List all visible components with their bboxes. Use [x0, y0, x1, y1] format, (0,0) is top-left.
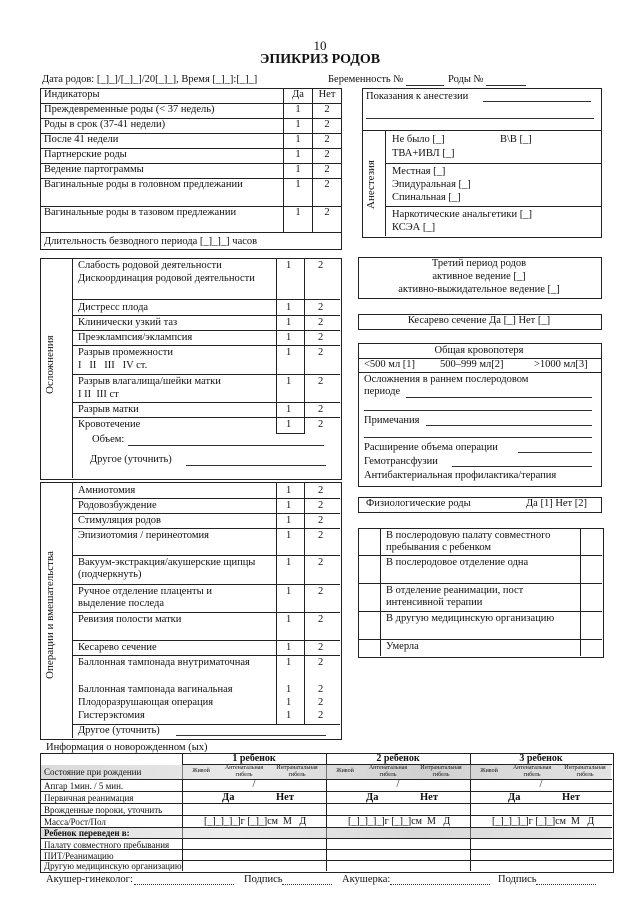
- notes-label: Примечания: [364, 415, 420, 426]
- no-code[interactable]: 2: [318, 376, 324, 387]
- newborn-title: Информация о новорожденном (ых): [46, 742, 208, 753]
- yes-code[interactable]: 1: [286, 614, 292, 625]
- yes-code[interactable]: 1: [286, 697, 292, 708]
- no-code[interactable]: 2: [313, 104, 342, 119]
- signature-label: Подпись: [498, 874, 537, 885]
- cesarean-line[interactable]: Кесарево сечение Да [_] Нет [_]: [407, 315, 551, 326]
- complication-label: Дистресс плода: [78, 302, 149, 313]
- yes-code[interactable]: 1: [284, 179, 313, 207]
- pregnancy-number[interactable]: Беременность №: [328, 74, 404, 85]
- resus-no-3[interactable]: Нет: [562, 792, 580, 803]
- no-code[interactable]: 2: [318, 697, 324, 708]
- yes-code[interactable]: 1: [286, 419, 292, 430]
- signature-line[interactable]: [282, 884, 332, 885]
- operation-label: Эпизиотомия / перинеотомия: [78, 530, 209, 541]
- operation-expansion: Расширение объема операции: [364, 442, 498, 453]
- no-code[interactable]: 2: [318, 657, 324, 668]
- yes-code[interactable]: 1: [286, 557, 292, 568]
- yes-code[interactable]: 1: [286, 317, 292, 328]
- no-code[interactable]: 2: [318, 347, 324, 358]
- newborn-row-label: ПИТ/Реанимацию: [44, 851, 114, 861]
- operation-label: Плодоразрушающая операция: [78, 697, 214, 708]
- anesthesia-indications: Показания к анестезии: [366, 91, 469, 102]
- newborn-row-label: Масса/Рост/Пол: [44, 817, 106, 827]
- loss-over-1000[interactable]: >1000 мл[3]: [534, 359, 588, 370]
- yes-header: Да: [284, 89, 313, 104]
- indicators-header: Индикаторы: [41, 89, 284, 104]
- no-code[interactable]: 2: [318, 642, 324, 653]
- no-code[interactable]: 2: [318, 332, 324, 343]
- resus-no-1[interactable]: Нет: [276, 792, 294, 803]
- loss-500-999[interactable]: 500–999 мл[2]: [440, 359, 504, 370]
- yes-code[interactable]: 1: [286, 376, 292, 387]
- indicator-label: Роды в срок (37-41 недели): [41, 119, 284, 134]
- signature-line[interactable]: [536, 884, 596, 885]
- complication-label: Преэклампсия/эклампсия: [78, 332, 193, 343]
- early-postpartum-complications: Осложнения в раннем послеродовом периоде: [364, 374, 529, 397]
- operations-side-label: Операции и вмешательства: [44, 551, 56, 679]
- intranatal-option[interactable]: Интранатальная гибель: [420, 765, 462, 778]
- no-code[interactable]: 2: [318, 260, 324, 271]
- yes-code[interactable]: 1: [286, 684, 292, 695]
- transfer-option[interactable]: В отделение реанимации, пост интенсивной терапии: [386, 585, 524, 608]
- indications-line[interactable]: [483, 101, 591, 102]
- anhydrous-duration[interactable]: Длительность безводного периода [_]_]_] часов: [41, 233, 342, 250]
- complication-label: Клинически узкий таз: [78, 317, 178, 328]
- yes-code[interactable]: 1: [284, 134, 313, 149]
- transfer-option[interactable]: Умерла: [386, 641, 419, 652]
- operation-label: Амниотомия: [78, 485, 136, 496]
- antenatal-option[interactable]: Антенатальная гибель: [224, 765, 264, 778]
- operation-label: Кесарево сечение: [78, 642, 157, 653]
- resus-yes-2[interactable]: Да: [366, 792, 379, 803]
- no-code[interactable]: 2: [318, 614, 324, 625]
- newborn-row-label: Первичная реанимация: [44, 793, 134, 803]
- birth-number[interactable]: Роды №: [448, 74, 484, 85]
- page-title: ЭПИКРИЗ РОДОВ: [259, 52, 381, 67]
- transfer-option[interactable]: В другую медицинскую организацию: [386, 613, 555, 624]
- yes-code[interactable]: 1: [286, 302, 292, 313]
- physiological-value[interactable]: Да [1] Нет [2]: [526, 498, 588, 509]
- newborn-row-label: Апгар 1мин. / 5 мин.: [44, 781, 124, 791]
- anesthesia-iv[interactable]: В\В [_]: [500, 134, 532, 145]
- no-code[interactable]: 2: [318, 419, 324, 430]
- anesthesia-spinal[interactable]: Спинальная [_]: [392, 192, 461, 203]
- no-code[interactable]: 2: [318, 684, 324, 695]
- expansion-line[interactable]: [518, 452, 592, 453]
- obstetrician-label: Акушер-гинеколог:: [46, 874, 133, 885]
- complication-label: Разрыв матки: [78, 404, 139, 415]
- signature-label: Подпись: [244, 874, 283, 885]
- page-number: 10: [313, 38, 327, 53]
- resus-yes-1[interactable]: Да: [222, 792, 235, 803]
- no-code[interactable]: 2: [318, 515, 324, 526]
- no-code[interactable]: 2: [318, 500, 324, 511]
- transfusion-line[interactable]: [452, 466, 592, 467]
- yes-code[interactable]: 1: [286, 710, 292, 721]
- indicator-label: Ведение партограммы: [41, 164, 284, 179]
- mass-height-sex-3[interactable]: [_]_]_]_]г [_]_]см М Д: [492, 816, 595, 827]
- indicators-table: [40, 88, 342, 250]
- indicator-label: Вагинальные роды в тазовом предлежании: [41, 207, 284, 233]
- anesthesia-local[interactable]: Местная [_]: [392, 166, 446, 177]
- transfer-option[interactable]: В послеродовое отделение одна: [386, 557, 529, 568]
- indicator-label: Партнерские роды: [41, 149, 284, 164]
- newborn-row-label: Другую медицинскую организацию: [44, 861, 182, 871]
- child-2-header: 2 ребенок: [376, 753, 420, 764]
- yes-code[interactable]: 1: [284, 207, 313, 233]
- operation-label: Баллонная тампонада вагинальная: [78, 684, 233, 695]
- notes-line[interactable]: [426, 425, 592, 426]
- yes-code[interactable]: 1: [284, 164, 313, 179]
- operation-label: Вакуум-экстракция/акушерские щипцы (подчеркнуть): [78, 557, 256, 580]
- no-code[interactable]: 2: [318, 302, 324, 313]
- third-period-title: Третий период родов: [431, 258, 527, 269]
- complications-other: Другое (уточнить): [90, 454, 172, 465]
- complications-side-label: Осложнения: [44, 335, 56, 395]
- no-code[interactable]: 2: [313, 134, 342, 149]
- newborn-row-label: Врожденные пороки, уточнить: [44, 805, 163, 815]
- no-code[interactable]: 2: [318, 586, 324, 597]
- apgar-1[interactable]: /: [252, 779, 256, 790]
- no-code[interactable]: 2: [313, 119, 342, 134]
- mass-height-sex-1[interactable]: [_]_]_]_]г [_]_]см М Д: [204, 816, 307, 827]
- active-management[interactable]: активное ведение [_]: [432, 271, 526, 282]
- early-complications-line[interactable]: [406, 397, 592, 398]
- no-code[interactable]: 2: [313, 149, 342, 164]
- yes-code[interactable]: 1: [286, 260, 292, 271]
- yes-code[interactable]: 1: [286, 347, 292, 358]
- volume-line[interactable]: [128, 445, 324, 446]
- yes-code[interactable]: 1: [284, 104, 313, 119]
- no-code[interactable]: 2: [318, 317, 324, 328]
- no-header: Нет: [313, 89, 342, 104]
- physiological-label: Физиологические роды: [366, 498, 471, 509]
- yes-code[interactable]: 1: [286, 642, 292, 653]
- yes-code[interactable]: 1: [286, 332, 292, 343]
- indicator-label: Преждевременные роды (< 37 недель): [41, 104, 284, 119]
- antenatal-option[interactable]: Антенатальная гибель: [512, 765, 552, 778]
- no-code[interactable]: 2: [313, 164, 342, 179]
- live-option[interactable]: Живой: [336, 768, 354, 774]
- anesthesia-epidural[interactable]: Эпидуральная [_]: [392, 179, 471, 190]
- blood-loss-title: Общая кровопотеря: [434, 345, 524, 356]
- indicator-label: Вагинальные роды в головном предлежании: [41, 179, 284, 207]
- child-1-header: 1 ребенок: [232, 753, 276, 764]
- antenatal-option[interactable]: Антенатальная гибель: [368, 765, 408, 778]
- hemotransfusion: Гемотрансфузии: [364, 456, 438, 467]
- anesthesia-side-label: Анестезия: [365, 160, 377, 210]
- operation-label: Родовозбуждение: [78, 500, 157, 511]
- no-code[interactable]: 2: [318, 485, 324, 496]
- yes-code[interactable]: 1: [286, 586, 292, 597]
- antibacterial-therapy: Антибактериальная профилактика/терапия: [364, 470, 557, 481]
- complication-label: Разрыв влагалища/шейки матки: [78, 376, 221, 387]
- birth-date-line[interactable]: Дата родов: [_]_]/[_]_]/20[_]_], Время [_]_]:[_]_]: [42, 74, 258, 85]
- complication-label: Дискоординация родовой деятельности: [78, 273, 255, 284]
- live-option[interactable]: Живой: [480, 768, 498, 774]
- mass-height-sex-2[interactable]: [_]_]_]_]г [_]_]см М Д: [348, 816, 451, 827]
- newborn-row-label: Состояние при рождении: [44, 767, 142, 777]
- yes-code[interactable]: 1: [286, 657, 292, 668]
- operation-label: Ручное отделение плаценты и выделение последа: [78, 586, 212, 609]
- newborn-row-label: Палату совместного пребывания: [44, 840, 170, 850]
- no-code[interactable]: 2: [318, 710, 324, 721]
- operation-label: Гистерэктомия: [78, 710, 145, 721]
- yes-code[interactable]: 1: [284, 119, 313, 134]
- operations-other: Другое (уточнить): [78, 725, 160, 736]
- complication-label: Кровотечение: [78, 419, 141, 430]
- resus-no-2[interactable]: Нет: [420, 792, 438, 803]
- apgar-3[interactable]: /: [539, 779, 543, 790]
- no-code[interactable]: 2: [318, 557, 324, 568]
- yes-code[interactable]: 1: [286, 515, 292, 526]
- operation-label: Стимуляция родов: [78, 515, 162, 526]
- newborn-row-label: Ребенок переведен в:: [44, 828, 130, 838]
- anesthesia-none[interactable]: Не было [_]: [392, 134, 445, 145]
- yes-code[interactable]: 1: [286, 530, 292, 541]
- transfer-option[interactable]: В послеродовую палату совместного пребывания с ребенком: [386, 530, 551, 553]
- yes-code[interactable]: 1: [286, 404, 292, 415]
- anesthesia-tva[interactable]: ТВА+ИВЛ [_]: [392, 148, 455, 159]
- anesthesia-narcotic[interactable]: Наркотические анальгетики [_]: [392, 209, 532, 220]
- midwife-line[interactable]: [390, 884, 490, 885]
- apgar-2[interactable]: /: [396, 779, 400, 790]
- intranatal-option[interactable]: Интранатальная гибель: [276, 765, 318, 778]
- indicator-label: После 41 недели: [41, 134, 284, 149]
- expectant-management[interactable]: активно-выжидательное ведение [_]: [398, 284, 560, 295]
- intranatal-option[interactable]: Интранатальная гибель: [564, 765, 606, 778]
- perineum-degree[interactable]: I II III IV ст.: [78, 360, 148, 371]
- yes-code[interactable]: 1: [286, 485, 292, 496]
- operation-label: Баллонная тампонада внутриматочная: [78, 657, 250, 668]
- vagina-degree[interactable]: I II III ст: [78, 389, 119, 400]
- resus-yes-3[interactable]: Да: [508, 792, 521, 803]
- bleeding-volume: Объем:: [92, 434, 125, 445]
- live-option[interactable]: Живой: [192, 768, 210, 774]
- yes-code[interactable]: 1: [286, 500, 292, 511]
- child-3-header: 3 ребенок: [519, 753, 563, 764]
- anesthesia-ksea[interactable]: КСЭА [_]: [392, 222, 436, 233]
- operation-label: Ревизия полости матки: [78, 614, 182, 625]
- no-code[interactable]: 2: [318, 530, 324, 541]
- no-code[interactable]: 2: [313, 179, 342, 207]
- complication-label: Разрыв промежности: [78, 347, 174, 358]
- loss-under-500[interactable]: <500 мл [1]: [364, 359, 416, 370]
- complication-label: Слабость родовой деятельности: [78, 260, 222, 271]
- midwife-label: Акушерка:: [342, 874, 391, 885]
- other-line[interactable]: [186, 465, 326, 466]
- obstetrician-line[interactable]: [134, 884, 234, 885]
- yes-code[interactable]: 1: [284, 149, 313, 164]
- operations-other-line[interactable]: [176, 735, 326, 736]
- no-code[interactable]: 2: [318, 404, 324, 415]
- no-code[interactable]: 2: [313, 207, 342, 233]
